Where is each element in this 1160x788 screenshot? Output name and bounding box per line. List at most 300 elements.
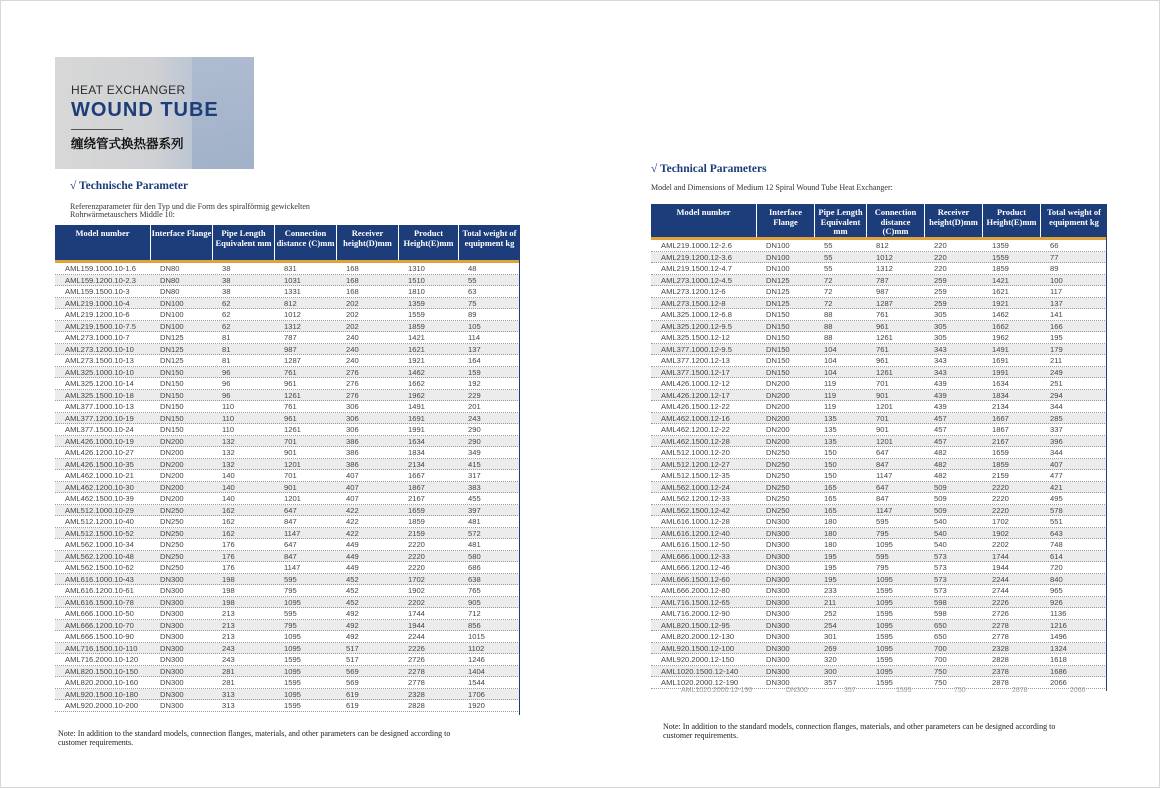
table-cell: 104 bbox=[824, 344, 837, 354]
right-parameter-table bbox=[651, 204, 1107, 689]
table-cell: 100 bbox=[1050, 275, 1063, 285]
table-cell: 343 bbox=[934, 356, 947, 365]
table-cell: 1867 bbox=[408, 482, 425, 492]
table-cell: 761 bbox=[284, 402, 297, 411]
table-cell: DN300 bbox=[160, 632, 184, 641]
table-cell: AML666.2000.12-80 bbox=[661, 586, 730, 595]
table-row bbox=[651, 424, 1107, 436]
table-cell: 313 bbox=[222, 689, 235, 699]
table-cell: AML1020.1500.12-140 bbox=[661, 666, 739, 676]
table-cell: 449 bbox=[346, 563, 359, 572]
table-cell: 598 bbox=[934, 609, 947, 618]
table-cell: DN300 bbox=[766, 540, 790, 549]
table-row bbox=[651, 528, 1107, 540]
table-cell: 407 bbox=[346, 482, 359, 492]
table-cell: 180 bbox=[824, 517, 837, 526]
table-cell: 1261 bbox=[284, 425, 301, 434]
table-cell: 135 bbox=[824, 425, 837, 434]
table-cell: 179 bbox=[1050, 344, 1063, 354]
table-cell: 195 bbox=[824, 563, 837, 572]
table-cell: AML462.1000.10-21 bbox=[65, 471, 134, 480]
table-cell: AML159.1000.10-1.6 bbox=[65, 264, 136, 273]
table-cell: DN200 bbox=[766, 390, 790, 400]
table-row bbox=[651, 390, 1107, 402]
table-cell: 2878 bbox=[992, 678, 1009, 687]
table-cell: AML920.2000.12-150 bbox=[661, 655, 735, 664]
table-cell: 252 bbox=[824, 609, 837, 618]
table-cell: 1667 bbox=[408, 471, 425, 480]
table-row bbox=[55, 367, 520, 379]
table-cell: 422 bbox=[346, 528, 359, 538]
table-cell: AML462.1200.12-22 bbox=[661, 425, 730, 434]
table-cell: 104 bbox=[824, 367, 837, 377]
table-cell: 1991 bbox=[408, 425, 425, 434]
table-cell: 343 bbox=[934, 344, 947, 354]
table-cell: 110 bbox=[222, 402, 235, 411]
table-cell: 240 bbox=[346, 333, 359, 342]
table-cell: 1095 bbox=[284, 666, 301, 676]
table-cell: 386 bbox=[346, 436, 359, 446]
table-cell: 281 bbox=[222, 678, 235, 687]
table-cell: 259 bbox=[934, 298, 947, 308]
table-row bbox=[55, 585, 520, 597]
table-row bbox=[651, 654, 1107, 666]
table-cell: 2159 bbox=[992, 471, 1009, 480]
table-cell: AML219.1000.12-2.6 bbox=[661, 241, 732, 250]
table-cell: 750 bbox=[934, 678, 947, 687]
table-cell: 650 bbox=[934, 632, 947, 641]
table-cell: AML377.1000.12-9.5 bbox=[661, 344, 732, 354]
table-cell: DN200 bbox=[766, 425, 790, 434]
column-header: Receiver height(D)mm bbox=[924, 204, 982, 237]
table-cell: AML325.1200.12-9.5 bbox=[661, 321, 732, 331]
table-cell: 1102 bbox=[468, 643, 485, 653]
table-cell: 701 bbox=[876, 413, 889, 423]
table-cell: 105 bbox=[468, 321, 481, 331]
table-cell: AML1020.2000.12-190 bbox=[661, 678, 739, 687]
table-cell: AML562.1200.12-33 bbox=[661, 494, 730, 503]
table-cell: AML426.1000.12-12 bbox=[661, 379, 730, 388]
table-row bbox=[651, 367, 1107, 379]
table-cell: 164 bbox=[468, 356, 481, 365]
table-cell: DN250 bbox=[766, 471, 790, 480]
table-cell: 492 bbox=[346, 620, 359, 630]
table-cell: AML920.1500.10-180 bbox=[65, 689, 139, 699]
table-cell: 1287 bbox=[284, 356, 301, 365]
table-cell: 847 bbox=[284, 517, 297, 526]
table-cell: 1462 bbox=[408, 367, 425, 377]
table-row bbox=[651, 493, 1107, 505]
table-cell: 1201 bbox=[876, 436, 893, 446]
table-cell: 517 bbox=[346, 643, 359, 653]
table-cell: 306 bbox=[346, 425, 359, 434]
table-cell: 795 bbox=[284, 620, 297, 630]
table-cell: 132 bbox=[222, 459, 235, 469]
table-cell: 150 bbox=[824, 459, 837, 469]
table-row bbox=[651, 263, 1107, 275]
table-row bbox=[651, 286, 1107, 298]
table-row bbox=[55, 344, 520, 356]
table-cell: 407 bbox=[1050, 459, 1063, 469]
table-cell: 761 bbox=[876, 310, 889, 319]
table-cell: 926 bbox=[1050, 597, 1063, 607]
table-cell: 1559 bbox=[992, 252, 1009, 262]
table-cell: AML562.1200.10-48 bbox=[65, 551, 134, 561]
table-cell: 452 bbox=[346, 597, 359, 607]
table-cell: 643 bbox=[1050, 528, 1063, 538]
column-header: Pipe Length Equivalent mm bbox=[212, 225, 274, 260]
table-cell: DN300 bbox=[766, 609, 790, 618]
table-cell: 243 bbox=[222, 655, 235, 664]
table-cell: 313 bbox=[222, 701, 235, 710]
table-cell: 492 bbox=[346, 609, 359, 618]
table-cell: AML666.1200.10-70 bbox=[65, 620, 134, 630]
table-cell: DN150 bbox=[766, 321, 790, 331]
cut-off-cell: 1595 bbox=[896, 687, 912, 694]
cut-off-cell: 750 bbox=[954, 687, 966, 694]
table-cell: 765 bbox=[468, 586, 481, 595]
table-cell: DN125 bbox=[160, 356, 184, 365]
table-cell: 701 bbox=[284, 436, 297, 446]
table-cell: 700 bbox=[934, 643, 947, 653]
table-row bbox=[55, 528, 520, 540]
table-cell: 2134 bbox=[992, 402, 1009, 411]
table-cell: 166 bbox=[1050, 321, 1063, 331]
table-row bbox=[55, 689, 520, 701]
table-cell: 1331 bbox=[284, 287, 301, 296]
table-cell: 2278 bbox=[408, 666, 425, 676]
table-cell: 1544 bbox=[468, 678, 485, 687]
table-cell: 1462 bbox=[992, 310, 1009, 319]
table-row bbox=[55, 390, 520, 402]
table-cell: DN200 bbox=[160, 436, 184, 446]
table-row bbox=[651, 413, 1107, 425]
table-cell: DN150 bbox=[160, 425, 184, 434]
table-cell: 1147 bbox=[876, 505, 893, 515]
table-cell: 140 bbox=[222, 494, 235, 503]
table-row bbox=[651, 620, 1107, 632]
table-cell: 81 bbox=[222, 333, 231, 342]
table-cell: 1095 bbox=[876, 574, 893, 584]
table-cell: 150 bbox=[824, 448, 837, 457]
cut-off-cell: AML1020.2000.12-190 bbox=[681, 687, 753, 694]
table-cell: 509 bbox=[934, 482, 947, 492]
table-row bbox=[651, 516, 1107, 528]
table-cell: 795 bbox=[876, 528, 889, 538]
table-cell: 72 bbox=[824, 298, 833, 308]
table-cell: 901 bbox=[284, 448, 297, 457]
right-note-line2: customer requirements. bbox=[663, 731, 739, 740]
table-cell: 1691 bbox=[408, 413, 425, 423]
table-cell: 1147 bbox=[284, 563, 301, 572]
column-header: Interface Flange bbox=[150, 225, 212, 260]
table-cell: AML562.1500.10-62 bbox=[65, 563, 134, 572]
table-cell: DN200 bbox=[766, 436, 790, 446]
table-cell: 812 bbox=[876, 241, 889, 250]
table-cell: 509 bbox=[934, 505, 947, 515]
table-cell: 119 bbox=[824, 379, 837, 388]
table-row bbox=[651, 321, 1107, 333]
table-cell: 1012 bbox=[876, 252, 893, 262]
table-cell: DN80 bbox=[160, 287, 180, 296]
table-cell: 748 bbox=[1050, 540, 1063, 549]
table-cell: AML716.2000.10-120 bbox=[65, 655, 139, 664]
table-cell: 220 bbox=[934, 264, 947, 273]
table-cell: 66 bbox=[1050, 241, 1059, 250]
table-cell: 540 bbox=[934, 540, 947, 549]
table-cell: 1421 bbox=[408, 333, 425, 342]
table-cell: 573 bbox=[934, 574, 947, 584]
table-cell: DN100 bbox=[766, 241, 790, 250]
table-cell: 1310 bbox=[408, 264, 425, 273]
table-cell: AML377.1000.10-13 bbox=[65, 402, 134, 411]
table-cell: 317 bbox=[468, 471, 481, 480]
table-cell: AML377.1200.12-13 bbox=[661, 356, 730, 365]
table-cell: DN300 bbox=[766, 655, 790, 664]
table-cell: DN300 bbox=[160, 597, 184, 607]
table-cell: 1595 bbox=[876, 586, 893, 595]
column-header: Product Height(E)mm bbox=[982, 204, 1040, 237]
table-cell: 1595 bbox=[284, 678, 301, 687]
table-cell: 449 bbox=[346, 551, 359, 561]
table-cell: 452 bbox=[346, 586, 359, 595]
table-cell: DN150 bbox=[766, 333, 790, 342]
table-cell: AML426.1500.10-35 bbox=[65, 459, 134, 469]
table-cell: 1944 bbox=[992, 563, 1009, 572]
table-cell: 901 bbox=[876, 425, 889, 434]
table-cell: 1261 bbox=[876, 333, 893, 342]
table-cell: 1744 bbox=[992, 551, 1009, 561]
table-row bbox=[651, 298, 1107, 310]
table-cell: DN300 bbox=[766, 563, 790, 572]
table-cell: 88 bbox=[824, 321, 833, 331]
table-cell: AML273.1200.12-6 bbox=[661, 287, 726, 296]
table-cell: 457 bbox=[934, 436, 947, 446]
table-cell: 1962 bbox=[992, 333, 1009, 342]
table-cell: DN100 bbox=[766, 252, 790, 262]
table-cell: 569 bbox=[346, 666, 359, 676]
table-cell: DN250 bbox=[766, 494, 790, 503]
table-row bbox=[55, 378, 520, 390]
table-cell: 2328 bbox=[992, 643, 1009, 653]
header-banner bbox=[55, 57, 254, 169]
table-cell: 1621 bbox=[992, 287, 1009, 296]
table-cell: 1421 bbox=[992, 275, 1009, 285]
table-cell: DN300 bbox=[160, 678, 184, 687]
table-cell: AML562.1500.12-42 bbox=[661, 505, 730, 515]
table-cell: AML219.1200.10-6 bbox=[65, 310, 130, 319]
table-cell: 349 bbox=[468, 448, 481, 457]
table-row bbox=[651, 447, 1107, 459]
table-row bbox=[55, 332, 520, 344]
table-cell: 987 bbox=[876, 287, 889, 296]
column-header: Total weight of equipment kg bbox=[1040, 204, 1107, 237]
table-row bbox=[651, 401, 1107, 413]
table-cell: 140 bbox=[222, 482, 235, 492]
table-cell: 905 bbox=[468, 597, 481, 607]
table-cell: AML273.1000.12-4.5 bbox=[661, 275, 732, 285]
table-cell: AML666.1500.10-90 bbox=[65, 632, 134, 641]
table-cell: 517 bbox=[346, 655, 359, 664]
table-row bbox=[651, 551, 1107, 563]
table-cell: 1859 bbox=[408, 321, 425, 331]
table-cell: 482 bbox=[934, 459, 947, 469]
table-row bbox=[651, 539, 1107, 551]
table-cell: 104 bbox=[824, 356, 837, 365]
table-cell: DN150 bbox=[766, 344, 790, 354]
table-cell: 701 bbox=[876, 379, 889, 388]
table-cell: DN200 bbox=[766, 379, 790, 388]
table-cell: 1491 bbox=[992, 344, 1009, 354]
table-cell: 439 bbox=[934, 390, 947, 400]
table-cell: 1095 bbox=[284, 632, 301, 641]
table-cell: DN125 bbox=[766, 298, 790, 308]
right-table-body bbox=[651, 240, 1107, 689]
table-row bbox=[651, 332, 1107, 344]
table-cell: 2226 bbox=[992, 597, 1009, 607]
table-row bbox=[651, 378, 1107, 390]
table-cell: 1691 bbox=[992, 356, 1009, 365]
table-cell: 301 bbox=[824, 632, 837, 641]
table-row bbox=[651, 252, 1107, 264]
table-cell: DN300 bbox=[766, 632, 790, 641]
table-cell: 38 bbox=[222, 275, 231, 285]
table-cell: AML512.1000.12-20 bbox=[661, 448, 730, 457]
table-cell: 1095 bbox=[876, 666, 893, 676]
table-cell: 1859 bbox=[992, 459, 1009, 469]
table-cell: 1621 bbox=[408, 344, 425, 354]
table-cell: 647 bbox=[876, 448, 889, 457]
table-cell: 343 bbox=[934, 367, 947, 377]
table-cell: 614 bbox=[1050, 551, 1063, 561]
table-cell: 150 bbox=[824, 471, 837, 480]
table-cell: 647 bbox=[876, 482, 889, 492]
table-cell: 285 bbox=[1050, 413, 1063, 423]
table-cell: 294 bbox=[1050, 390, 1063, 400]
table-row bbox=[55, 493, 520, 505]
table-cell: 220 bbox=[934, 252, 947, 262]
table-cell: 595 bbox=[876, 517, 889, 526]
table-cell: 386 bbox=[346, 448, 359, 457]
table-cell: 961 bbox=[284, 379, 297, 388]
table-cell: AML820.1500.10-150 bbox=[65, 666, 139, 676]
table-cell: AML716.1500.12-65 bbox=[661, 597, 730, 607]
table-cell: 1012 bbox=[284, 310, 301, 319]
table-row bbox=[55, 608, 520, 620]
table-cell: 2778 bbox=[408, 678, 425, 687]
table-cell: AML512.1200.10-40 bbox=[65, 517, 134, 526]
table-cell: 1559 bbox=[408, 310, 425, 319]
table-cell: 1744 bbox=[408, 609, 425, 618]
table-cell: DN100 bbox=[160, 298, 184, 308]
table-cell: 647 bbox=[284, 540, 297, 549]
table-cell: AML920.2000.10-200 bbox=[65, 701, 139, 710]
table-cell: DN300 bbox=[766, 528, 790, 538]
table-cell: 1404 bbox=[468, 666, 485, 676]
table-cell: DN300 bbox=[766, 620, 790, 630]
table-cell: AML666.1000.12-33 bbox=[661, 551, 730, 561]
table-cell: 96 bbox=[222, 367, 231, 377]
table-cell: 457 bbox=[934, 413, 947, 423]
table-row bbox=[55, 643, 520, 655]
banner-divider bbox=[71, 129, 123, 130]
table-cell: 320 bbox=[824, 655, 837, 664]
table-cell: 812 bbox=[284, 298, 297, 308]
table-cell: 787 bbox=[284, 333, 297, 342]
table-cell: 2220 bbox=[992, 505, 1009, 515]
table-cell: 135 bbox=[824, 413, 837, 423]
table-cell: 1216 bbox=[1050, 620, 1067, 630]
table-cell: AML219.1000.10-4 bbox=[65, 298, 130, 308]
table-cell: 55 bbox=[824, 241, 833, 250]
banner-subtitle: HEAT EXCHANGER bbox=[71, 83, 186, 97]
table-cell: AML377.1200.10-19 bbox=[65, 413, 134, 423]
table-cell: 1921 bbox=[408, 356, 425, 365]
table-cell: 1496 bbox=[1050, 632, 1067, 641]
table-cell: DN200 bbox=[160, 494, 184, 503]
table-cell: AML159.1500.10-3 bbox=[65, 287, 130, 296]
table-cell: DN300 bbox=[160, 666, 184, 676]
table-cell: DN250 bbox=[160, 551, 184, 561]
table-cell: AML377.1500.10-24 bbox=[65, 425, 134, 434]
table-cell: 81 bbox=[222, 344, 231, 354]
table-cell: 259 bbox=[934, 275, 947, 285]
table-cell: 110 bbox=[222, 413, 235, 423]
table-cell: DN250 bbox=[160, 517, 184, 526]
table-cell: DN150 bbox=[160, 367, 184, 377]
table-row bbox=[651, 574, 1107, 586]
table-row bbox=[651, 643, 1107, 655]
table-cell: 700 bbox=[934, 655, 947, 664]
table-cell: 2828 bbox=[408, 701, 425, 710]
table-cell: DN125 bbox=[160, 344, 184, 354]
table-cell: DN150 bbox=[766, 310, 790, 319]
table-cell: 176 bbox=[222, 540, 235, 549]
table-cell: 135 bbox=[824, 436, 837, 446]
table-cell: 961 bbox=[876, 356, 889, 365]
table-cell: 1859 bbox=[408, 517, 425, 526]
table-cell: 495 bbox=[1050, 494, 1063, 503]
table-cell: 1595 bbox=[876, 609, 893, 618]
table-cell: 1920 bbox=[468, 701, 485, 710]
table-cell: DN125 bbox=[160, 333, 184, 342]
table-cell: 598 bbox=[934, 597, 947, 607]
table-cell: 2328 bbox=[408, 689, 425, 699]
table-cell: 1095 bbox=[876, 620, 893, 630]
table-cell: AML462.1500.12-28 bbox=[661, 436, 730, 446]
table-cell: AML512.1500.10-52 bbox=[65, 528, 134, 538]
table-cell: 383 bbox=[468, 482, 481, 492]
table-cell: DN300 bbox=[160, 655, 184, 664]
table-cell: 619 bbox=[346, 689, 359, 699]
table-cell: DN300 bbox=[160, 586, 184, 595]
table-cell: DN100 bbox=[160, 310, 184, 319]
table-cell: 712 bbox=[468, 609, 481, 618]
table-cell: 795 bbox=[284, 586, 297, 595]
table-cell: AML716.1500.10-110 bbox=[65, 643, 138, 653]
table-cell: AML820.1500.12-95 bbox=[661, 620, 730, 630]
table-cell: 168 bbox=[346, 287, 359, 296]
table-cell: 1031 bbox=[284, 275, 301, 285]
table-cell: 595 bbox=[284, 609, 297, 618]
table-cell: 2244 bbox=[992, 574, 1009, 584]
table-cell: 195 bbox=[824, 551, 837, 561]
table-cell: DN300 bbox=[766, 597, 790, 607]
table-row bbox=[55, 309, 520, 321]
table-cell: 2744 bbox=[992, 586, 1009, 595]
table-cell: 477 bbox=[1050, 471, 1063, 480]
table-row bbox=[55, 355, 520, 367]
